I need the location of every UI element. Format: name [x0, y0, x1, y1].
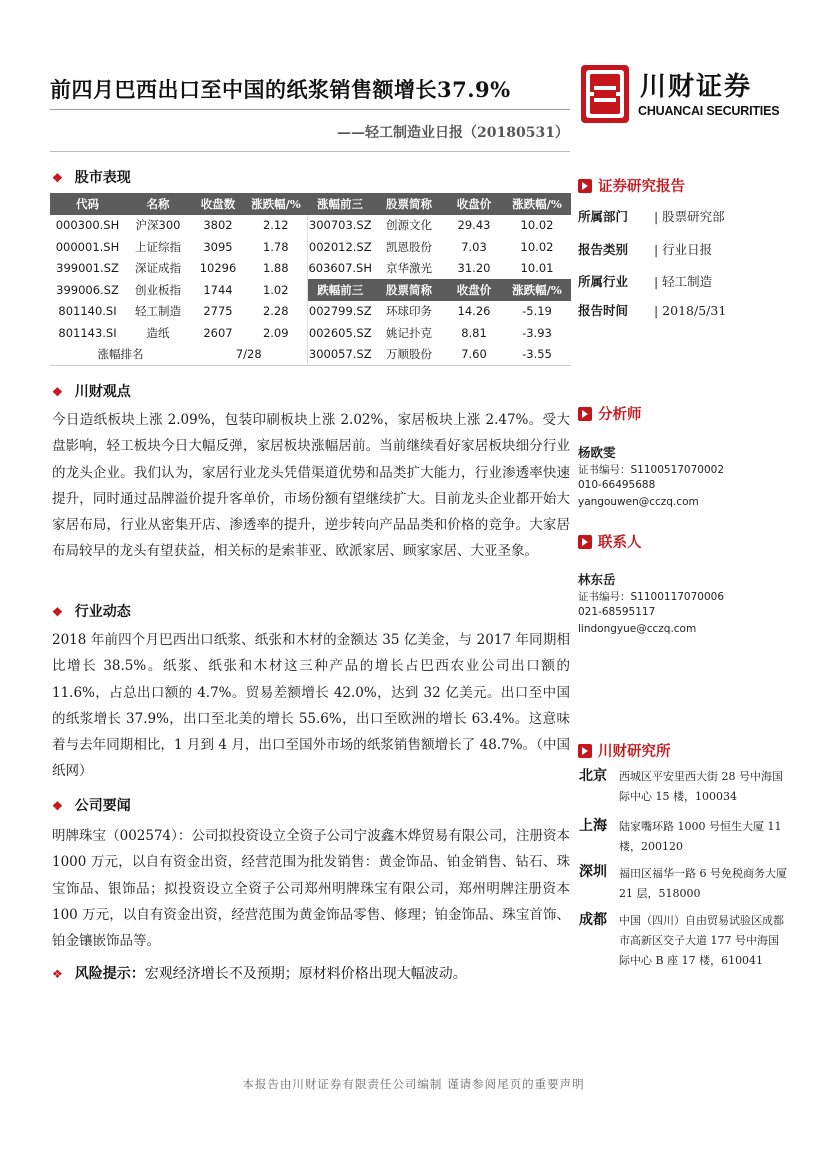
company-logo: [576, 62, 780, 128]
stock-code: 002605.SZ: [308, 325, 372, 340]
industry-paragraph: 2018 年前四个月巴西出口纸浆、纸张和木材的金额达 35 亿美金，与 2017 年同期相比增长 38.5%。纸浆、纸张和木材这三种产品的增长占巴西农业公司出口额的 11.6%，占总出口额的 4.7%。贸易差额增长 42.0%，达到 32 亿美元。出口至中国的纸浆增长 37.9%，出口至北美的增长 55.6%，出口至欧洲的增长 63.4%。这意味着与去年同期相比，1 月到 4 月，出口至国外市场的纸浆销售额增长了 48.7%。（中国纸网）: [52, 632, 570, 780]
table-row: [50, 301, 571, 323]
index-close: 1744: [203, 282, 233, 297]
index-code: 801143.SI: [58, 325, 117, 340]
office-address-chengdu: 中国（四川）自由贸易试验区成都市高新区交子大道 177 号中海国际中心 B 座 17 楼，610041: [619, 914, 784, 967]
market-table-header: [50, 193, 571, 215]
diamond-bullet-icon: ❖: [52, 171, 63, 185]
report-subtitle: ——轻工制造业日报（20180531）: [337, 125, 569, 141]
stock-close: 14.26: [457, 304, 491, 319]
sidebar-report-heading: 证券研究报告: [578, 175, 685, 196]
col-header: 涨幅前三: [307, 193, 373, 215]
play-square-icon: [578, 535, 592, 549]
stock-close: 7.03: [461, 239, 487, 254]
index-change: 2.12: [245, 215, 307, 237]
index-name: 造纸: [146, 325, 170, 340]
sidebar-contact-heading: 联系人: [578, 531, 642, 552]
col-header: 涨跌幅/%: [503, 193, 571, 215]
stock-close: 29.43: [457, 218, 491, 233]
col-header: 收盘价: [445, 193, 503, 215]
info-category: 报告类别 | 行业日报: [578, 242, 713, 257]
index-name: 深证成指: [135, 261, 181, 276]
diamond-bullet-icon: ❖: [52, 605, 63, 619]
office-city-shenzhen: 深圳: [579, 864, 607, 880]
index-close: 3802: [203, 218, 233, 233]
analyst-email[interactable]: yangouwen@cczq.com: [578, 496, 699, 508]
section-market-heading: ❖ 股市表现: [52, 170, 131, 186]
stock-name: 凯恩股份: [386, 239, 432, 254]
title-divider: [50, 109, 570, 110]
analyst-name: 杨欧雯: [578, 445, 616, 460]
index-code: 000300.SH: [55, 218, 120, 233]
stock-name: 创源文化: [386, 218, 432, 233]
col-header: 跌幅前三: [307, 279, 373, 301]
col-header: 股票简称: [373, 279, 445, 301]
office-address-shenzhen: 福田区福华一路 6 号免税商务大厦 21 层，518000: [619, 867, 787, 900]
info-date: 报告时间 | 2018/5/31: [578, 303, 727, 318]
contact-name: 林东岳: [578, 572, 616, 587]
stock-name: 姚记扑克: [386, 325, 432, 340]
index-change: 1.02: [245, 279, 307, 301]
index-change: 2.28: [245, 301, 307, 323]
stock-code: 002012.SZ: [308, 239, 372, 254]
stock-name: 万顺股份: [373, 344, 445, 366]
stock-close: 8.81: [461, 325, 487, 340]
col-header: 名称: [125, 193, 191, 215]
info-industry: 所属行业 | 轻工制造: [578, 274, 713, 289]
analyst-phone: 010-66495688: [578, 479, 656, 491]
office-city-chengdu: 成都: [579, 912, 607, 928]
stock-code: 603607.SH: [308, 261, 372, 276]
index-close: 2607: [203, 325, 233, 340]
table-row: [50, 236, 571, 258]
col-header: 股票简称: [373, 193, 445, 215]
section-view-heading: ❖ 川财观点: [52, 384, 131, 400]
index-name: 创业板指: [135, 282, 181, 297]
table-row: [50, 215, 571, 237]
stock-close: 7.60: [445, 344, 503, 366]
logo-chinese-name: 川财证券: [640, 72, 753, 102]
stock-name: 环球印务: [386, 304, 432, 319]
rank-label: 涨幅排名: [50, 344, 191, 366]
stock-code: 300703.SZ: [308, 218, 372, 233]
office-city-beijing: 北京: [579, 768, 607, 784]
office-address-shanghai: 陆家嘴环路 1000 号恒生大厦 11 楼，200120: [619, 820, 782, 853]
office-address-beijing: 西城区平安里西大街 28 号中海国际中心 15 楼，100034: [619, 770, 783, 803]
section-industry-heading: ❖ 行业动态: [52, 604, 131, 620]
contact-email[interactable]: lindongyue@cczq.com: [578, 623, 697, 635]
index-name: 上证综指: [135, 239, 181, 254]
index-code: 399001.SZ: [56, 261, 119, 276]
col-header: 代码: [50, 193, 125, 215]
play-square-icon: [578, 744, 592, 758]
analyst-cert: 证书编号：S1100517070002: [578, 464, 725, 476]
table-row: [50, 322, 571, 344]
col-header: 涨跌幅/%: [245, 193, 307, 215]
index-close: 10296: [199, 261, 237, 276]
index-code: 801140.SI: [58, 304, 117, 319]
index-change: 1.78: [245, 236, 307, 258]
company-paragraph: 明牌珠宝（002574）：公司拟投资设立全资子公司宁波鑫木烨贸易有限公司，注册资本 1000 万元，以自有资金出资，经营范围为批发销售：黄金饰品、铂金销售、钻石、珠宝饰品、银饰品；拟投资设立全资子公司郑州明牌珠宝有限公司，郑州明牌注册资本 100 万元，以自有资金出资，经营范围为黄金饰品零售、修理；铂金饰品、珠宝首饰、铂金镶嵌饰品等。: [52, 828, 570, 950]
report-title: 前四月巴西出口至中国的纸浆销售额增长37.9%: [50, 77, 511, 102]
diamond-bullet-icon: ❖: [52, 799, 63, 813]
stock-change: 10.02: [520, 218, 554, 233]
table-row: [50, 258, 571, 280]
logo-english-name: CHUANCAI SECURITIES: [638, 104, 780, 118]
office-city-shanghai: 上海: [579, 818, 607, 834]
col-header: 收盘价: [445, 279, 503, 301]
col-header: 收盘数: [191, 193, 245, 215]
stock-change: 10.02: [520, 239, 554, 254]
rank-value: 7/28: [191, 344, 307, 366]
play-square-icon: [578, 179, 592, 193]
stock-change: 10.01: [520, 261, 554, 276]
view-paragraph: 今日造纸板块上涨 2.09%，包装印刷板块上涨 2.02%，家居板块上涨 2.47%。受大盘影响，轻工板块今日大幅反弹，家居板块涨幅居前。当前继续看好家居板块细分行业的龙头企业。我们认为，家居行业龙头凭借渠道优势和品类扩大能力，行业渗透率快速提升，同时通过品牌溢价提升客单价，市场份额有望继续扩大。目前龙头企业都开始大家居布局，行业从密集开店、渗透率的提升，逆步转向产品品类和价格的竞争。大家居布局较早的龙头有望获益，相关标的是索菲亚、欧派家居、顾家家居、大亚圣象。: [52, 412, 570, 560]
stock-code: 300057.SZ: [307, 344, 373, 366]
stock-change: -3.93: [522, 325, 552, 340]
info-department: 所属部门 | 股票研究部: [578, 209, 725, 224]
contact-cert: 证书编号：S1100117070006: [578, 591, 725, 603]
index-close: 2775: [203, 304, 233, 319]
col-header: 涨跌幅/%: [503, 279, 571, 301]
stock-close: 31.20: [457, 261, 491, 276]
sidebar-institute-heading: 川财研究所: [578, 740, 671, 761]
index-close: 3095: [203, 239, 233, 254]
logo-mark-icon: [580, 64, 630, 124]
stock-code: 002799.SZ: [308, 304, 372, 319]
subtitle-divider: [50, 151, 570, 152]
contact-phone: 021-68595117: [578, 606, 656, 618]
table-row: [50, 279, 571, 301]
stock-change: -3.55: [503, 344, 571, 366]
index-change: 1.88: [245, 258, 307, 280]
index-code: 399006.SZ: [56, 282, 119, 297]
diamond-bullet-icon: ❖: [52, 385, 63, 399]
stock-name: 京华激光: [386, 261, 432, 276]
diamond-bullet-icon: ❖: [52, 967, 63, 981]
market-table: [50, 193, 571, 366]
index-name: 沪深300: [135, 218, 181, 233]
index-name: 轻工制造: [135, 304, 181, 319]
play-square-icon: [578, 407, 592, 421]
footer-disclaimer: 本报告由川财证券有限责任公司编制 谨请参阅尾页的重要声明: [242, 1077, 585, 1091]
table-row: [50, 344, 571, 366]
risk-note: ❖ 风险提示：宏观经济增长不及预期；原材料价格出现大幅波动。: [52, 966, 467, 982]
stock-change: -5.19: [522, 304, 552, 319]
index-change: 2.09: [245, 322, 307, 344]
index-code: 000001.SH: [55, 239, 120, 254]
section-company-heading: ❖ 公司要闻: [52, 798, 131, 814]
sidebar-analyst-heading: 分析师: [578, 403, 642, 424]
